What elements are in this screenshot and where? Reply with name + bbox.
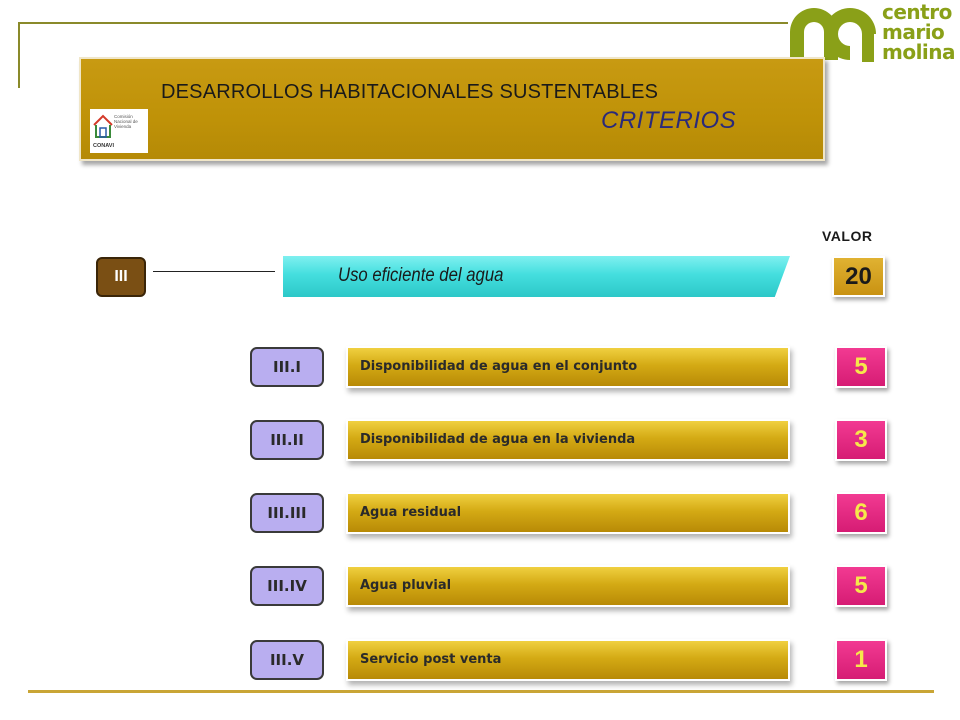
criterion-code: III.II xyxy=(250,420,324,460)
valor-label: VALOR xyxy=(822,228,873,244)
criterion-label: Agua residual xyxy=(360,505,462,520)
conavi-logo xyxy=(90,109,148,153)
logo-text xyxy=(882,2,955,62)
criterion-bar xyxy=(346,639,790,681)
criterion-bar-fill xyxy=(348,641,788,679)
logo-line-1: centro xyxy=(882,0,952,24)
criterion-value: 6 xyxy=(835,492,887,534)
criterion-bar xyxy=(346,492,790,534)
criterion-bar xyxy=(346,565,790,607)
frame-top-line xyxy=(18,22,788,24)
criterion-label: Disponibilidad de agua en el conjunto xyxy=(360,359,638,374)
logo-line-3: molina xyxy=(882,40,956,64)
criterion-label: Agua pluvial xyxy=(360,578,452,593)
criterion-bar xyxy=(346,346,790,388)
main-criterion-label: Uso eficiente del agua xyxy=(338,265,504,286)
criterion-value: 1 xyxy=(835,639,887,681)
criterion-value: 5 xyxy=(835,565,887,607)
header-banner xyxy=(79,57,825,161)
criterion-label: Servicio post venta xyxy=(360,652,502,667)
main-criterion-code: III xyxy=(96,257,146,297)
criterion-code: III.IV xyxy=(250,566,324,606)
criterion-code: III.III xyxy=(250,493,324,533)
conavi-word: CONAVI xyxy=(93,143,114,149)
criterion-bar-fill xyxy=(348,421,788,459)
criterion-bar xyxy=(346,419,790,461)
connector-line xyxy=(153,271,275,272)
centro-mario-molina-logo xyxy=(786,2,956,64)
main-criterion-value: 20 xyxy=(832,256,885,297)
conavi-text: Comisión Nacional de Vivienda xyxy=(114,114,138,129)
conavi-house-icon xyxy=(92,113,114,141)
cmm-logo-mark-icon xyxy=(786,4,878,62)
frame-left-line xyxy=(18,22,20,88)
criterion-code: III.V xyxy=(250,640,324,680)
frame-bottom-line xyxy=(28,690,934,693)
banner-subtitle: CRITERIOS xyxy=(601,107,737,134)
criterion-value: 3 xyxy=(835,419,887,461)
criterion-label: Disponibilidad de agua en la vivienda xyxy=(360,432,636,447)
criterion-bar-fill xyxy=(348,494,788,532)
criterion-bar-fill xyxy=(348,567,788,605)
banner-title: DESARROLLOS HABITACIONALES SUSTENTABLES xyxy=(161,81,659,103)
criterion-code: III.I xyxy=(250,347,324,387)
criterion-value: 5 xyxy=(835,346,887,388)
logo-line-2: mario xyxy=(882,20,945,44)
criterion-bar-fill xyxy=(348,348,788,386)
